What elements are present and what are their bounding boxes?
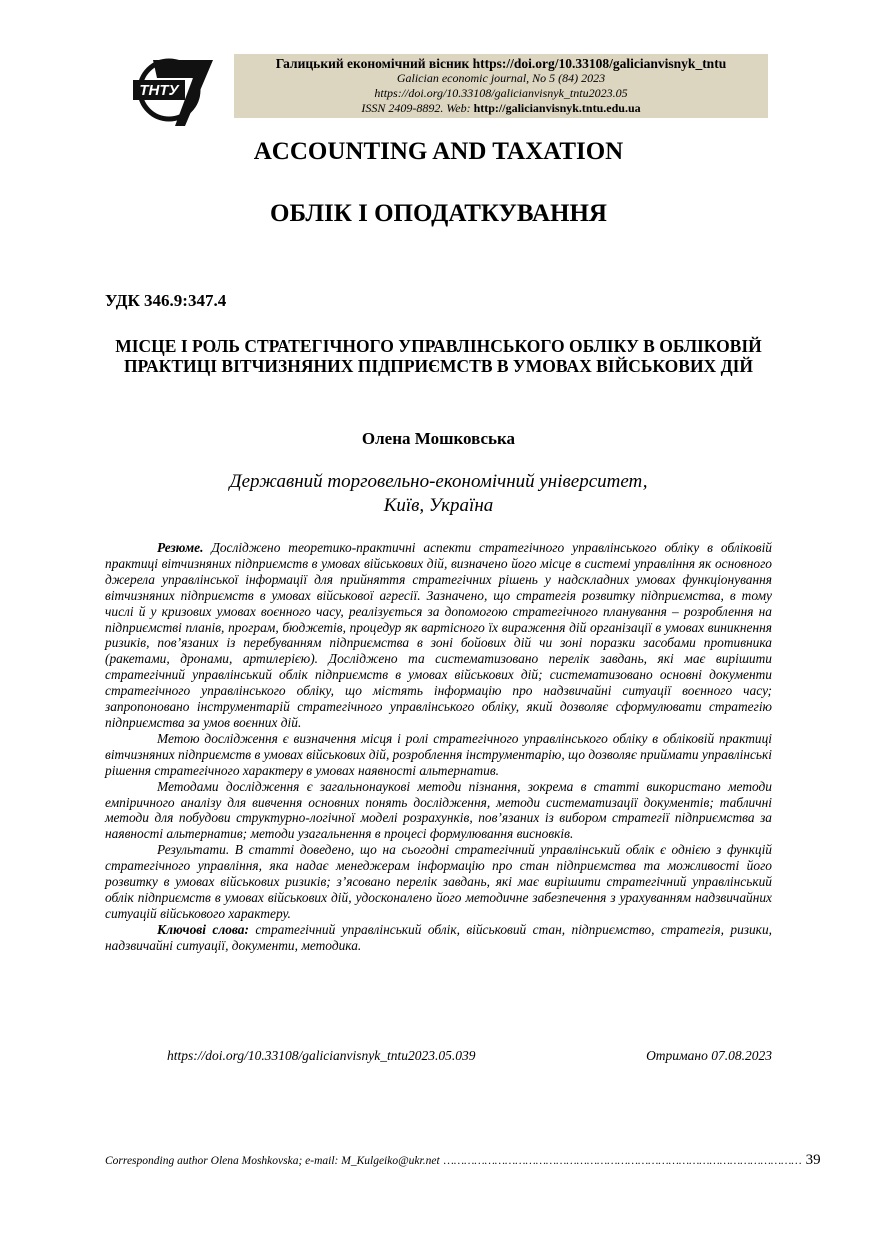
journal-title-line: Галицький економічний вісник https://doi.org/10.33108/galicianvisnyk_tntu [275, 56, 727, 71]
journal-header [234, 54, 768, 118]
footer-dot-leader: …………………………………………………………………………………………… [443, 1155, 802, 1167]
abstract-results: Результати. В статті доведено, що на сьогодні стратегічний управлінський облік є однією з функцій стратегічного управління, яка надає менеджерам інформацію про стан підприємства та можливості його розвитку в умовах військових ризиків; з’ясовано перелік завдань, які має вирішити стратегічний управлінський облік підприємств в умовах військових дій, удосконалено його методичне забезпечення з урахуванням надзвичайних ситуацій військового характеру. [105, 842, 772, 921]
received-date: Отримано 07.08.2023 [646, 1048, 772, 1063]
section-heading-en: ACCOUNTING AND TAXATION [253, 138, 624, 165]
keywords-text: стратегічний управлінський облік, військовий стан, підприємство, стратегія, ризики, надзвичайні ситуації, документи, методика. [105, 921, 772, 953]
article-doi-link[interactable]: https://doi.org/10.33108/galicianvisnyk_tntu2023.05.039 [167, 1048, 476, 1063]
udk-code: УДК 346.9:347.4 [105, 291, 227, 310]
abstract-goal: Метою дослідження є визначення місця і ролі стратегічного управлінського обліку в обліковій практиці вітчизняних підприємств в умовах військових дій, розроблення інструментарію, що дозволяє приймати управлінські рішення стратегічного характеру в умовах наявності альтернатив. [105, 730, 772, 778]
abstract-keywords [105, 922, 772, 954]
abstract [105, 540, 772, 954]
journal-web-link[interactable]: http://galicianvisnyk.tntu.edu.ua [473, 101, 641, 115]
resume-label: Резюме. [157, 540, 204, 555]
journal-doi-line: https://doi.org/10.33108/galicianvisnyk_tntu2023.05 [374, 86, 628, 100]
affiliation-location: Київ, Україна [383, 495, 494, 516]
resume-text: Досліджено теоретико-практичні аспекти стратегічного управлінського обліку в обліковій практиці вітчизняних підприємств в умовах військових дій, визначено його місце в системі управління як основного джерела управлінської інформації для прийняття стратегічних рішень у надскладних умовах функціонування вітчизняних підприємств в умовах військової агресії. Зазначено, що стратегія розвитку підприємства, в тому числі й у кризових умовах воєнного часу, реалізується за допомогою стратегічного планування – розроблення на підприємстві планів, програм, бюджетів, процедур як вартісного їх вираження дій організації в умовах виникнення ризиків, пов’язаних із перебуванням підприємства в зоні бойових дій чи зоні поразки засобами противника (ракетами, дронами, артилерією). Досліджено та систематизовано перелік завдань, які має вирішити стратегічний управлінський облік підприємств в умовах військових дій; систематизовано основні документи стратегічного управлінського обліку, що містять інформацію про надзвичайні ситуації воєнного часу; запропоновано інструментарій стратегічного управлінського обліку, який дозволяє сформулювати стратегію підприємства за умов воєнних дій. [105, 540, 772, 730]
corresponding-author: Corresponding author Olena Moshkovska; e-mail: M_Kulgeiko@ukr.net [105, 1155, 440, 1167]
journal-issue-line: Galician economic journal, No 5 (84) 2023 [396, 71, 606, 85]
page-footer [105, 1152, 821, 1169]
abstract-resume [105, 540, 772, 731]
affiliation [0, 470, 877, 518]
section-heading-uk: ОБЛІК І ОПОДАТКУВАННЯ [270, 200, 607, 227]
author-name: Олена Мошковська [361, 429, 516, 448]
journal-issn-line [234, 101, 768, 116]
keywords-label: Ключові слова: [157, 921, 249, 937]
affiliation-institution: Державний торговельно-економічний університет, [229, 471, 648, 492]
article-title: МІСЦЕ І РОЛЬ СТРАТЕГІЧНОГО УПРАВЛІНСЬКОГО ОБЛІКУ В ОБЛІКОВІЙ ПРАКТИЦІ ВІТЧИЗНЯНИХ ПІДПРИЄМСТВ В УМОВАХ ВІЙСЬКОВИХ ДІЙ [115, 336, 762, 376]
logo-text: ТНТУ [139, 82, 179, 99]
page-number: 39 [805, 1152, 821, 1168]
issn-text: ISSN 2409-8892. Web: [361, 101, 471, 115]
abstract-methods: Методами дослідження є загальнонаукові методи пізнання, зокрема в статті використано методи емпіричного аналізу для вивчення основних понять дослідження, методи систематизації документів; табличні методи для побудови структурно-логічної моделі розрахунків, пов’язаних із вибором стратегії підприємства за наявності альтернатив; методи узагальнення в процесі формулювання висновків. [105, 778, 772, 842]
journal-logo [133, 52, 215, 128]
